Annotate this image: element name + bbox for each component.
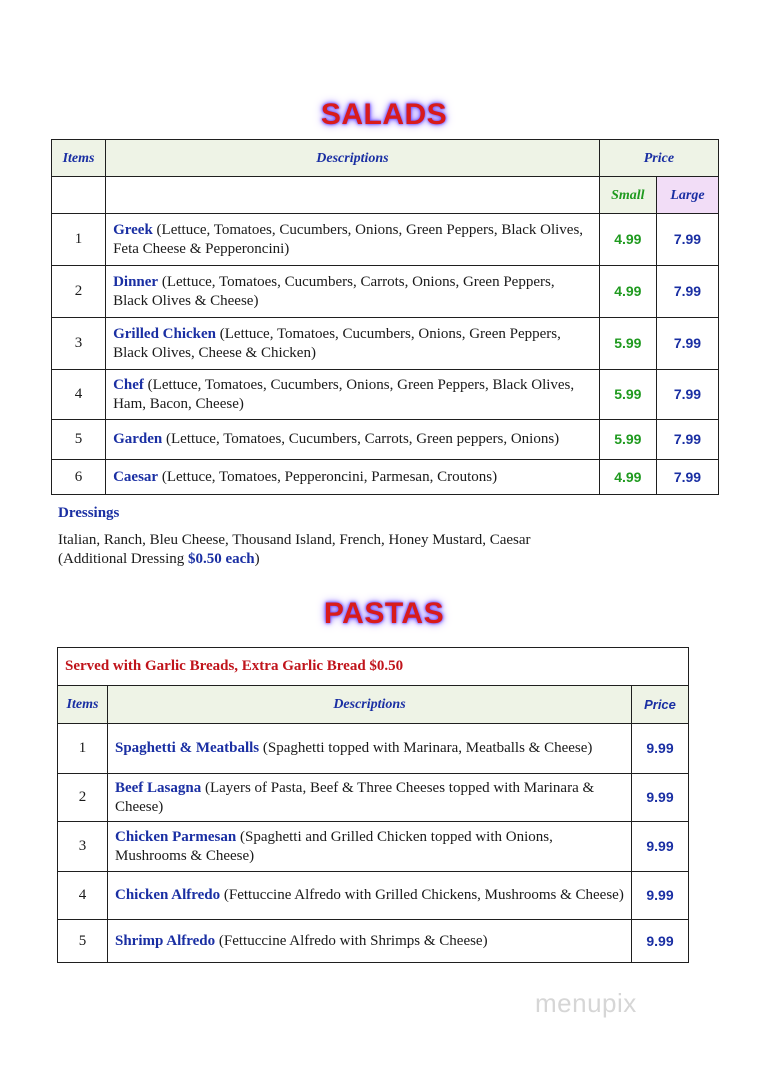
small-price: 4.99 — [599, 214, 656, 266]
garlic-bread-note: Served with Garlic Breads, Extra Garlic Bread $0.50 — [58, 648, 689, 686]
large-price: 7.99 — [656, 266, 718, 318]
item-details: (Spaghetti and Grilled Chicken topped with Onions, Mushrooms & Cheese) — [114, 828, 553, 864]
price: 9.99 — [632, 822, 689, 872]
item-number: 3 — [52, 318, 106, 370]
additional-dressing-price: $0.50 each — [187, 551, 255, 567]
item-name: Garden — [113, 431, 163, 447]
item-name: Chicken Alfredo — [114, 887, 221, 903]
large-price: 7.99 — [656, 370, 718, 420]
additional-dressing-prefix: (Additional Dressing — [58, 551, 188, 567]
large-price: 7.99 — [656, 318, 718, 370]
item-details: (Layers of Pasta, Beef & Three Cheeses topped with Marinara & Cheese) — [114, 779, 595, 815]
price: 9.99 — [632, 724, 689, 774]
item-number: 5 — [52, 420, 106, 460]
item-description — [106, 420, 600, 460]
item-number: 4 — [58, 872, 108, 920]
items-header: Items — [52, 140, 106, 177]
item-description — [106, 214, 600, 266]
table-row — [52, 460, 719, 495]
item-description — [106, 460, 600, 495]
item-description — [107, 774, 631, 822]
item-name: Beef Lasagna — [114, 779, 202, 796]
pastas-table — [57, 647, 689, 963]
table-row — [52, 420, 719, 460]
table-row — [52, 266, 719, 318]
item-name: Greek — [113, 221, 153, 238]
small-header: Small — [599, 177, 656, 214]
descriptions-header: Descriptions — [106, 140, 600, 177]
item-details: (Spaghetti topped with Marinara, Meatballs & Cheese) — [259, 740, 593, 756]
empty-cell — [52, 177, 106, 214]
empty-cell — [106, 177, 600, 214]
large-price: 7.99 — [656, 420, 718, 460]
item-number: 4 — [52, 370, 106, 420]
small-price: 5.99 — [599, 370, 656, 420]
item-number: 2 — [58, 774, 108, 822]
additional-dressing-suffix: ) — [254, 551, 260, 567]
table-row — [58, 774, 689, 822]
item-description — [107, 920, 631, 963]
table-row — [52, 370, 719, 420]
large-price: 7.99 — [656, 460, 718, 495]
item-number: 6 — [52, 460, 106, 495]
large-header: Large — [656, 177, 718, 214]
item-details: (Lettuce, Tomatoes, Cucumbers, Onions, Green Peppers, Black Olives, Cheese & Chicken) — [113, 325, 561, 361]
item-details: (Lettuce, Tomatoes, Cucumbers, Onions, Green Peppers, Black Olives, Ham, Bacon, Cheese) — [113, 376, 575, 412]
pastas-note-row — [58, 648, 689, 686]
dressings-title: Dressings — [58, 505, 120, 521]
small-price: 4.99 — [599, 266, 656, 318]
item-number: 1 — [52, 214, 106, 266]
item-name: Shrimp Alfredo — [114, 932, 216, 949]
salads-subheader-row — [52, 177, 719, 214]
pastas-title: PASTAS — [323, 597, 445, 630]
price: 9.99 — [632, 774, 689, 822]
dressings-text — [58, 531, 531, 569]
table-row — [58, 822, 689, 872]
item-details: (Lettuce, Tomatoes, Cucumbers, Carrots, Green peppers, Onions) — [162, 431, 560, 447]
item-details: (Lettuce, Tomatoes, Cucumbers, Carrots, Onions, Green Peppers, Black Olives & Cheese) — [113, 273, 555, 309]
item-details: (Fettuccine Alfredo with Shrimps & Cheese) — [215, 932, 488, 949]
item-description — [107, 724, 631, 774]
table-row — [52, 318, 719, 370]
price: 9.99 — [632, 920, 689, 963]
item-details: (Lettuce, Tomatoes, Cucumbers, Onions, Green Peppers, Black Olives, Feta Cheese & Pepperoncini) — [113, 221, 584, 257]
item-name: Chef — [113, 376, 144, 393]
item-number: 1 — [58, 724, 108, 774]
small-price: 5.99 — [599, 318, 656, 370]
price: 9.99 — [632, 872, 689, 920]
salads-table — [51, 139, 719, 495]
descriptions-header: Descriptions — [107, 686, 631, 724]
item-number: 5 — [58, 920, 108, 963]
item-name: Caesar — [113, 468, 159, 485]
price-header: Price — [632, 686, 689, 724]
item-name: Dinner — [113, 273, 159, 290]
small-price: 4.99 — [599, 460, 656, 495]
menupix-watermark: menupix — [535, 988, 637, 1018]
item-details: (Lettuce, Tomatoes, Pepperoncini, Parmesan, Croutons) — [158, 468, 498, 485]
pastas-header-row — [58, 686, 689, 724]
price-header: Price — [599, 140, 718, 177]
table-row — [58, 920, 689, 963]
salads-header-row — [52, 140, 719, 177]
table-row — [52, 214, 719, 266]
small-price: 5.99 — [599, 420, 656, 460]
items-header: Items — [58, 686, 108, 724]
item-description — [107, 822, 631, 872]
item-number: 3 — [58, 822, 108, 872]
item-description — [107, 872, 631, 920]
item-name: Chicken Parmesan — [114, 828, 237, 845]
additional-dressing — [58, 550, 531, 569]
item-description — [106, 318, 600, 370]
item-description — [106, 266, 600, 318]
dressings-list: Italian, Ranch, Bleu Cheese, Thousand Island, French, Honey Mustard, Caesar — [58, 532, 531, 548]
salads-title: SALADS — [320, 98, 448, 131]
item-name: Grilled Chicken — [113, 325, 216, 342]
item-name: Spaghetti & Meatballs — [114, 740, 260, 756]
table-row — [58, 872, 689, 920]
table-row — [58, 724, 689, 774]
item-description — [106, 370, 600, 420]
item-details: (Fettuccine Alfredo with Grilled Chickens, Mushrooms & Cheese) — [220, 887, 624, 903]
large-price: 7.99 — [656, 214, 718, 266]
item-number: 2 — [52, 266, 106, 318]
